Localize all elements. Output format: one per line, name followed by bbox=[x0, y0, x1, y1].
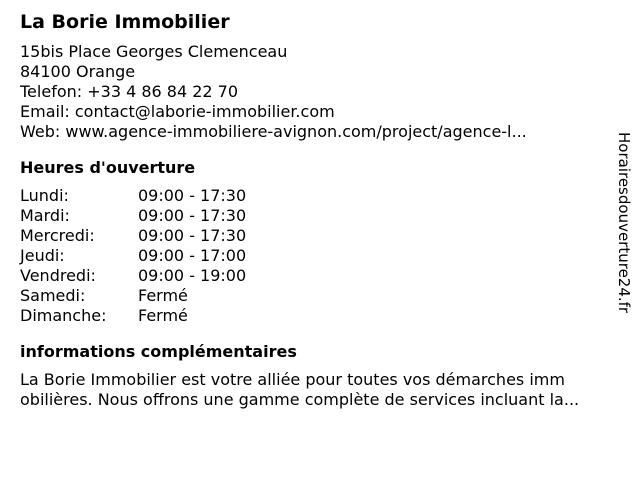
hours-row-jeudi bbox=[20, 246, 620, 266]
phone-line: Telefon: +33 4 86 84 22 70 bbox=[20, 82, 239, 101]
hours-time: 09:00 - 17:30 bbox=[138, 226, 247, 245]
hours-row-vendredi bbox=[20, 266, 620, 286]
hours-row-mardi bbox=[20, 206, 620, 226]
info-description-line-2: obilières. Nous offrons une gamme complète de services incluant la... bbox=[20, 390, 580, 409]
hours-day: Mercredi: bbox=[20, 226, 95, 245]
info-description-line-1: La Borie Immobilier est votre alliée pour toutes vos démarches imm bbox=[20, 370, 565, 389]
hours-row-lundi bbox=[20, 186, 620, 206]
hours-day: Jeudi: bbox=[20, 246, 65, 265]
hours-table bbox=[20, 186, 620, 326]
info-heading: informations complémentaires bbox=[20, 342, 297, 361]
info-description bbox=[20, 370, 630, 410]
hours-time: 09:00 - 17:00 bbox=[138, 246, 247, 265]
hours-time: 09:00 - 17:30 bbox=[138, 206, 247, 225]
hours-time: 09:00 - 17:30 bbox=[138, 186, 247, 205]
hours-time: Fermé bbox=[138, 286, 188, 305]
hours-heading: Heures d'ouverture bbox=[20, 158, 196, 177]
hours-day: Samedi: bbox=[20, 286, 86, 305]
web-line: Web: www.agence-immobiliere-avignon.com/project/agence-l... bbox=[20, 122, 527, 141]
hours-row-samedi bbox=[20, 286, 620, 306]
site-watermark-text: Horairesdouverture24.fr bbox=[615, 132, 633, 314]
hours-day: Dimanche: bbox=[20, 306, 107, 325]
hours-day: Mardi: bbox=[20, 206, 70, 225]
business-name: La Borie Immobilier bbox=[20, 11, 230, 33]
hours-day: Vendredi: bbox=[20, 266, 96, 285]
hours-time: Fermé bbox=[138, 306, 188, 325]
address-line-1: 15bis Place Georges Clemenceau bbox=[20, 42, 288, 61]
hours-row-dimanche bbox=[20, 306, 620, 326]
site-watermark bbox=[612, 132, 636, 372]
address-line-2: 84100 Orange bbox=[20, 62, 136, 81]
email-line: Email: contact@laborie-immobilier.com bbox=[20, 102, 335, 121]
hours-time: 09:00 - 19:00 bbox=[138, 266, 247, 285]
hours-day: Lundi: bbox=[20, 186, 69, 205]
business-card bbox=[20, 10, 620, 410]
hours-row-mercredi bbox=[20, 226, 620, 246]
